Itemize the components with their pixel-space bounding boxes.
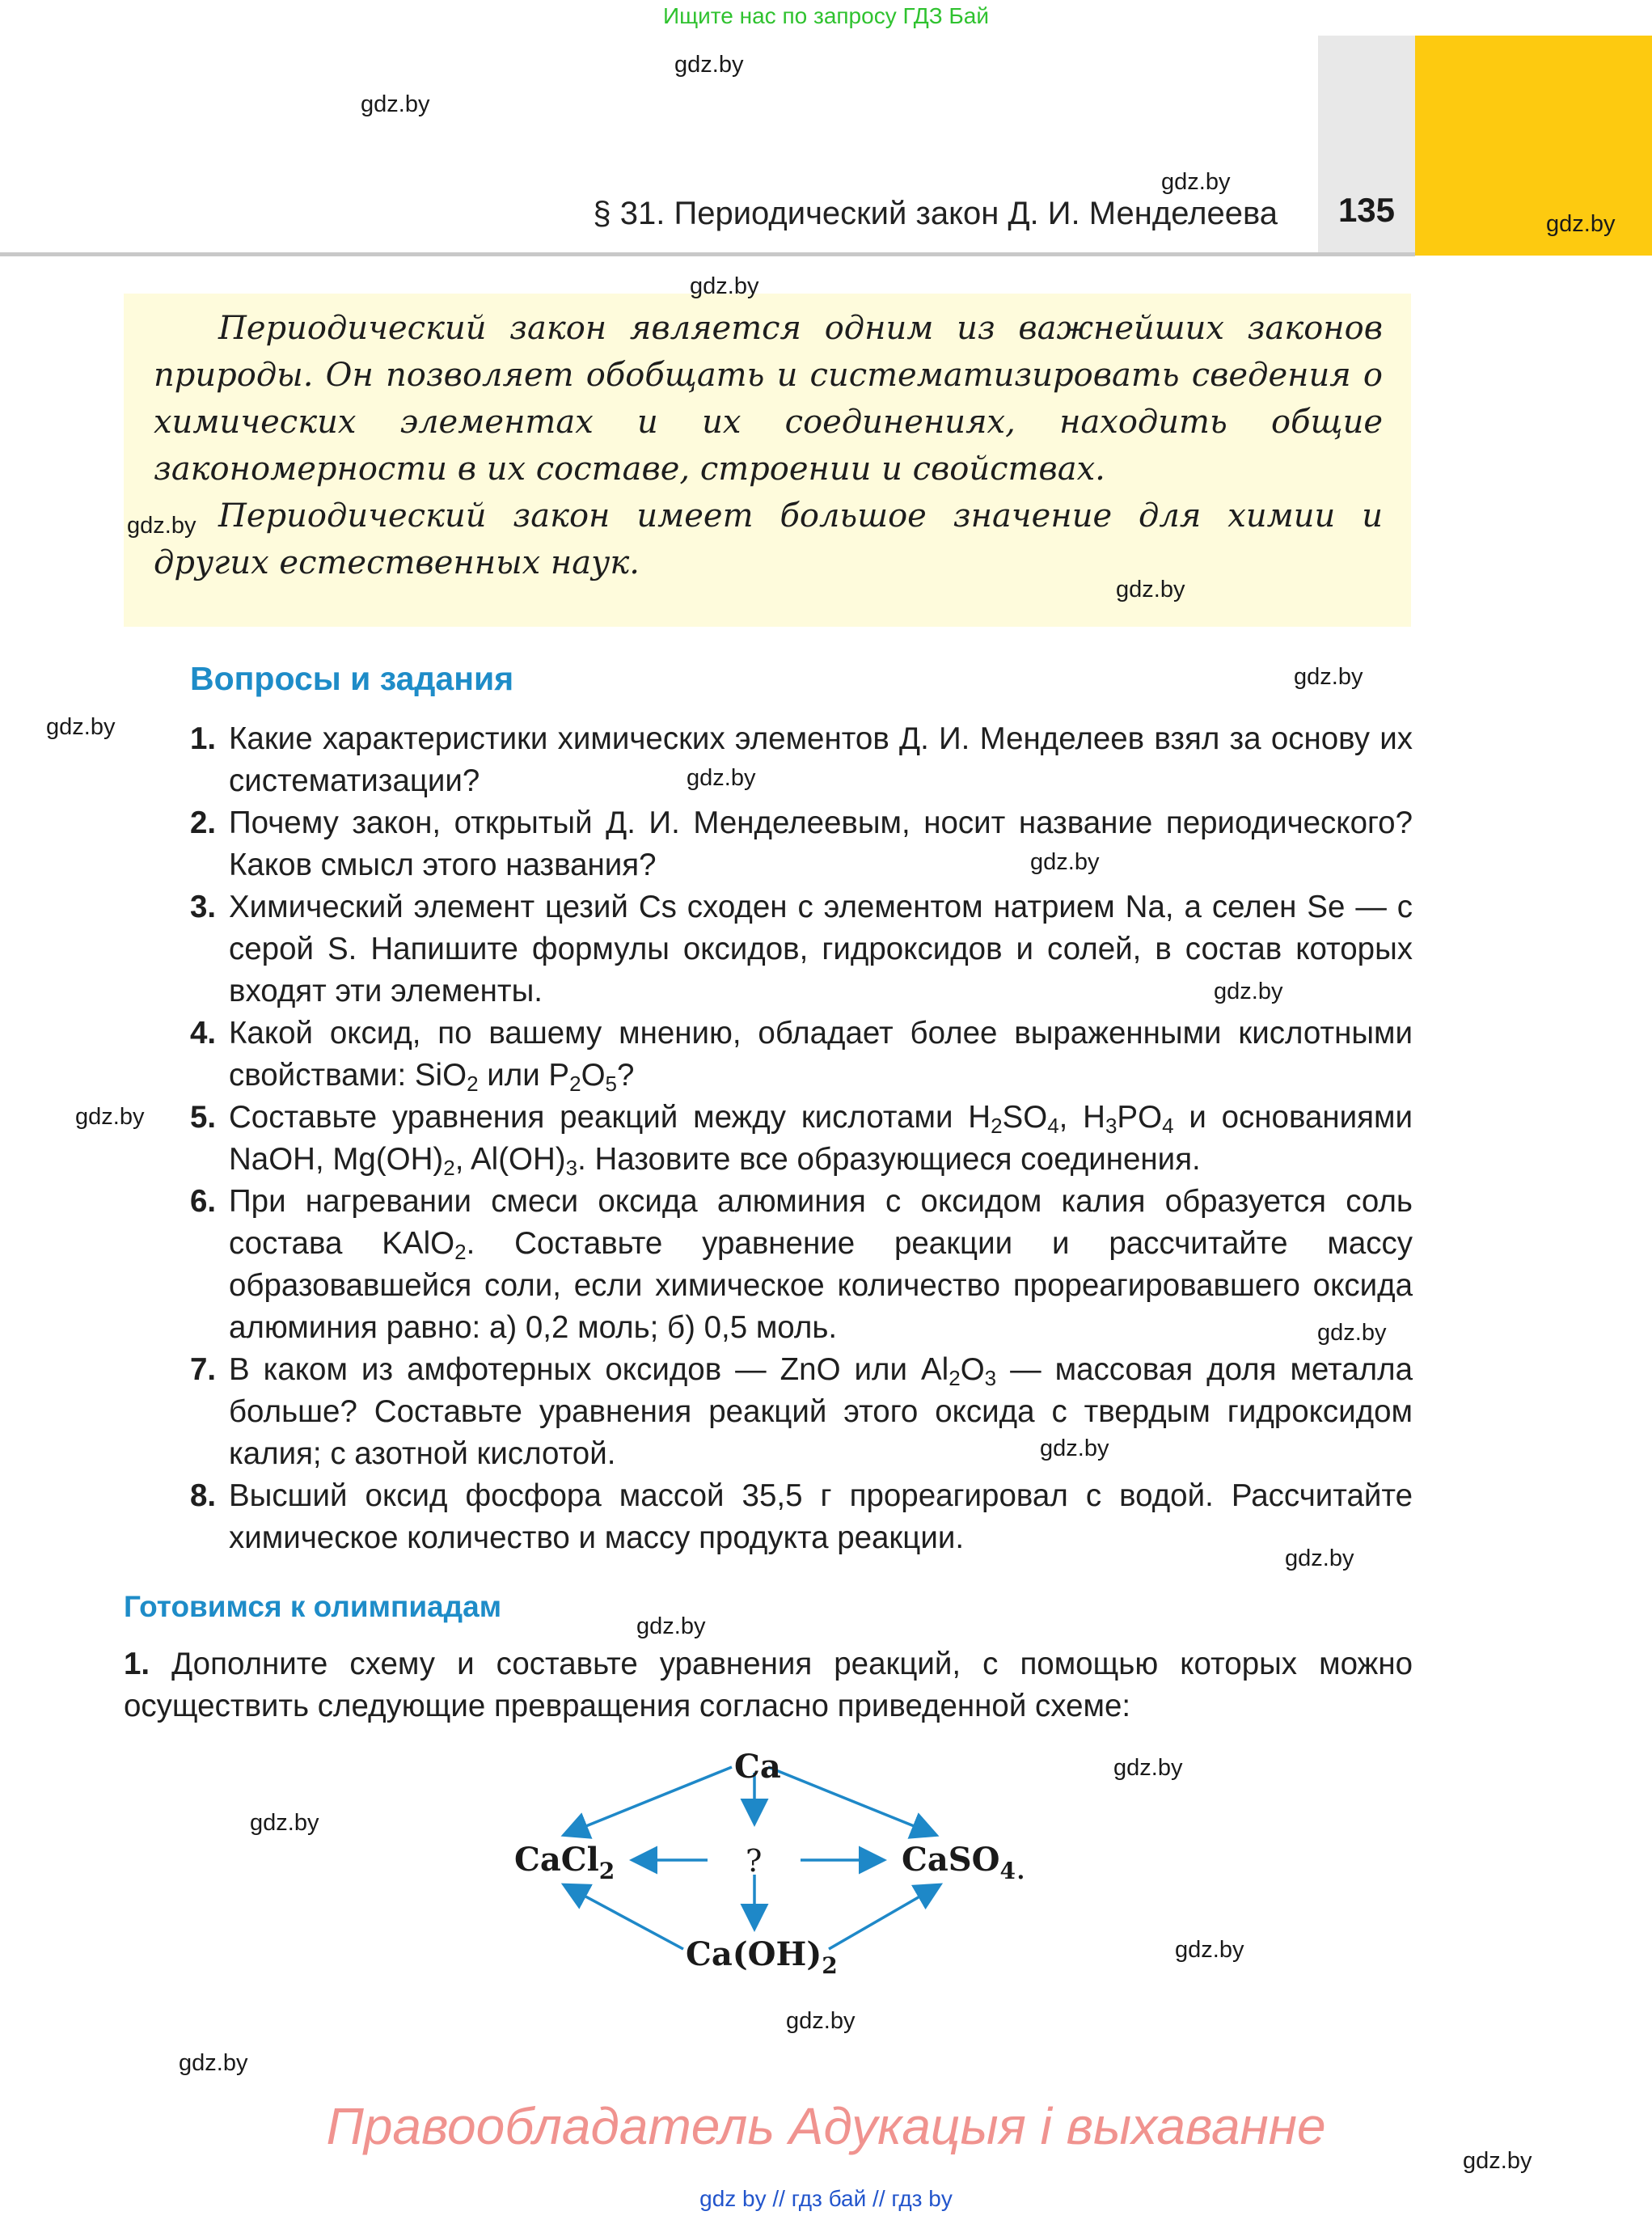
subscript: 4 (1162, 1114, 1174, 1138)
subscript: 3 (1105, 1114, 1118, 1138)
callout-paragraph-2: Периодический закон имеет большое значение для химии и других естественных наук. (154, 497, 1383, 581)
question-6 (190, 1181, 1413, 1349)
watermark[interactable]: gdz.by (1161, 169, 1231, 195)
running-header: § 31. Периодический закон Д. И. Менделеева (593, 196, 1278, 231)
scheme-ca: Ca (734, 1748, 781, 1786)
question-text: ? (616, 1058, 635, 1093)
subscript: 2 (822, 1952, 838, 1979)
question-8 (190, 1475, 1413, 1559)
watermark[interactable]: gdz.by (1463, 2148, 1532, 2174)
question-1 (190, 718, 1413, 802)
question-text: и основаниями NaOH, Mg(OH) (229, 1100, 1413, 1177)
subscript: 3 (984, 1366, 997, 1390)
question-number: 4. (190, 1016, 217, 1051)
question-number: 8. (190, 1478, 217, 1513)
question-text: При нагревании смеси оксида алюминия с оксидом калия образуется соль состава KAlO (229, 1184, 1413, 1261)
question-number: 1. (190, 721, 217, 756)
question-text: Почему закон, открытый Д. И. Менделеевым, носит название периодического? Каков смысл этого названия? (229, 805, 1413, 882)
subscript: 2 (991, 1114, 1003, 1138)
questions-heading: Вопросы и задания (190, 660, 514, 697)
watermark[interactable]: gdz.by (1317, 1320, 1387, 1346)
question-number: 7. (190, 1352, 217, 1387)
watermark[interactable]: gdz.by (687, 765, 756, 791)
arrow-caoh2-to-caso4 (829, 1886, 938, 1949)
scheme-cacl2 (514, 1841, 615, 1884)
formula: CaSO (902, 1841, 1000, 1879)
question-text: , H (1058, 1100, 1105, 1135)
arrow-caoh2-to-cacl2 (566, 1886, 683, 1949)
watermark[interactable]: gdz.by (1175, 1937, 1244, 1963)
header-rule (0, 252, 1415, 256)
watermark[interactable]: gdz.by (179, 2050, 248, 2076)
subscript: 3 (565, 1156, 578, 1180)
subscript: 4 (999, 1858, 1016, 1884)
callout-paragraph-1: Периодический закон является одним из важнейших законов природы. Он позволяет обобщать и систематизировать сведения о химических элементах и их соединениях, находить общие закономерности в их составе, строении и свойствах. (154, 310, 1383, 488)
question-text: . Составьте уравнение реакции и рассчитайте массу образовавшейся соли, если химическое количество прореагировавшего оксида алюминия равно: а) 0,2 моль; б) 0,5 моль. (229, 1226, 1413, 1345)
top-banner[interactable]: Ищите нас по запросу ГДЗ Бай (662, 3, 990, 28)
page-number: 135 (1337, 191, 1396, 229)
subscript: 2 (569, 1072, 581, 1096)
formula: Ca(OH) (686, 1935, 822, 1973)
olympiad-task (124, 1643, 1413, 1727)
question-number: 6. (190, 1184, 217, 1219)
yellow-corner-block (1415, 36, 1652, 256)
question-text: Какие характеристики химических элементов Д. И. Менделеев взял за основу их систематизации? (229, 721, 1413, 798)
questions-list (190, 718, 1413, 1559)
watermark[interactable]: gdz.by (1030, 849, 1100, 875)
question-text: Составьте уравнения реакций между кислотами H (229, 1100, 991, 1135)
question-text: Какой оксид, по вашему мнению, обладает более выраженными кислотными свойствами: SiO (229, 1016, 1413, 1093)
footer-links[interactable]: gdz by // гдз бай // гдз by (699, 2186, 953, 2211)
reaction-scheme (501, 1747, 1051, 1989)
arrow-ca-to-caso4 (768, 1767, 934, 1834)
scheme-caoh2 (686, 1935, 838, 1979)
question-text: SO (1002, 1100, 1048, 1135)
watermark[interactable]: gdz.by (786, 2008, 856, 2034)
question-text: или P (478, 1058, 570, 1093)
watermark[interactable]: gdz.by (1294, 664, 1363, 690)
question-text: , Al(OH) (454, 1142, 566, 1177)
subscript: 2 (949, 1366, 961, 1390)
watermark[interactable]: gdz.by (1285, 1545, 1354, 1571)
question-7 (190, 1349, 1413, 1475)
watermark[interactable]: gdz.by (1113, 1755, 1183, 1781)
question-text: Высший оксид фосфора массой 35,5 г прореагировал с водой. Рассчитайте химическое количество и массу продукта реакции. (229, 1478, 1413, 1555)
subscript: 4 (1047, 1114, 1059, 1138)
watermark[interactable]: gdz.by (1546, 211, 1616, 237)
watermark[interactable]: gdz.by (690, 273, 759, 299)
subscript: 5 (605, 1072, 617, 1096)
question-4 (190, 1013, 1413, 1097)
question-number: 3. (190, 890, 217, 924)
question-text: PO (1117, 1100, 1163, 1135)
subscript: 2 (443, 1156, 455, 1180)
question-text: O (581, 1058, 606, 1093)
subscript: 2 (598, 1858, 615, 1884)
question-text: В каком из амфотерных оксидов — ZnO или Al (229, 1352, 949, 1387)
question-2 (190, 802, 1413, 886)
watermark[interactable]: gdz.by (250, 1810, 319, 1836)
watermark[interactable]: gdz.by (1116, 577, 1185, 603)
watermark[interactable]: gdz.by (127, 513, 196, 539)
scheme-unknown: ? (746, 1843, 763, 1879)
arrow-ca-to-cacl2 (566, 1767, 732, 1834)
question-text: . Назовите все образующиеся соединения. (577, 1142, 1201, 1177)
watermark[interactable]: gdz.by (46, 714, 116, 740)
question-text: — массовая доля металла больше? Составьте уравнения реакций этого оксида с твердым гидроксидом калия; с азотной кислотой. (229, 1352, 1413, 1471)
watermark[interactable]: gdz.by (361, 91, 430, 117)
watermark[interactable]: gdz.by (1214, 979, 1283, 1004)
copyright-notice: Правообладатель Адукацыя і выхаванне (326, 2097, 1326, 2155)
watermark[interactable]: gdz.by (1040, 1435, 1109, 1461)
olympiad-heading: Готовимся к олимпиадам (124, 1590, 502, 1623)
watermark[interactable]: gdz.by (636, 1613, 706, 1639)
subscript: 2 (467, 1072, 479, 1096)
task-number: 1. (124, 1647, 150, 1681)
question-number: 2. (190, 805, 217, 840)
question-number: 5. (190, 1100, 217, 1135)
question-5 (190, 1097, 1413, 1181)
subscript: 2 (454, 1240, 467, 1264)
watermark[interactable]: gdz.by (75, 1104, 145, 1130)
question-text: Химический элемент цезий Cs сходен с элементом натрием Na, а селен Se — с серой S. Напишите формулы оксидов, гидроксидов и солей, в состав которых входят эти элементы. (229, 890, 1413, 1008)
scheme-caso4 (902, 1841, 1026, 1887)
question-text: O (960, 1352, 985, 1387)
formula: CaCl (514, 1841, 599, 1879)
watermark[interactable]: gdz.by (674, 52, 744, 78)
period: . (1015, 1850, 1026, 1887)
task-text: Дополните схему и составьте уравнения реакций, с помощью которых можно осуществить следующие превращения согласно приведенной схеме: (124, 1647, 1413, 1723)
summary-callout (124, 294, 1411, 627)
